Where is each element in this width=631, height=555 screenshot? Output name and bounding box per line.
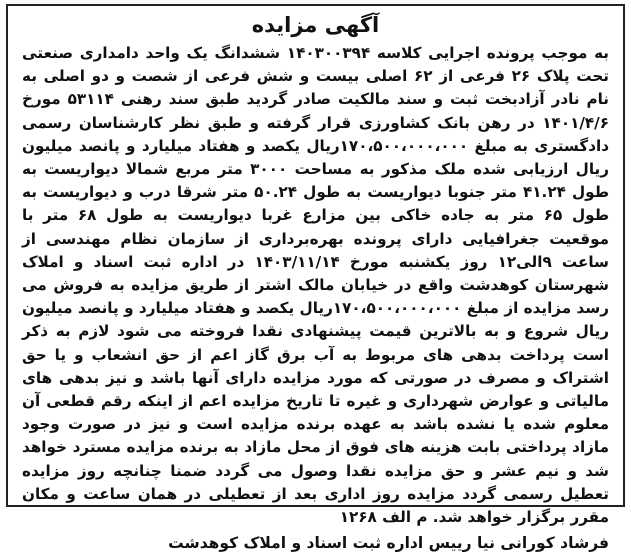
- notice-title: آگهی مزایده: [251, 13, 380, 37]
- notice-signature: فرشاد کورانی نیا رییس اداره ثبت اسناد و املاک کوهدشت: [168, 534, 609, 553]
- notice-body: به موجب پرونده اجرایی کلاسه ۱۴۰۳۰۰۳۹۴ ششدانگ یک واحد دامداری صنعتی تحت پلاک ۲۶ فرعی از ۶۲ اصلی بیست و شش فرعی از شصت و دو اصلی به نام نادر آزادبخت ثبت و سند مالکیت صادر گردید طبق سند رهنی ۵۳۱۱۴ مورخ ۱۴۰۱/۴/۶ در رهن بانک کشاورزی قرار گرفته و طبق نظر کارشناسان رسمی دادگستری به مبلغ ۱۷۰،۵۰۰،۰۰۰،۰۰۰ریال یکصد و هفتاد میلیارد و پانصد میلیون ریال ارزیابی شده ملک مذکور به مساحت ۳۰۰۰ متر مربع شمالا دیواریست به طول ۴۱.۲۴ متر جنوبا دیواریست به طول ۵۰.۲۴ متر شرقا درب و دیواریست به طول ۶۵ متر به جاده خاکی بین مزارع غربا دیواریست به طول ۶۸ متر با موقعیت جغرافیایی دارای پرونده بهره‌برداری از سازمان نظام مهندسی از ساعت ۹الی۱۲ روز یکشنبه مورخ ۱۴۰۳/۱۱/۱۴ در اداره ثبت اسناد و املاک شهرستان کوهدشت واقع در خیابان مالک اشتر از طریق مزایده به فروش می رسد مزایده از مبلغ ۱۷۰،۵۰۰،۰۰۰،۰۰۰ریال یکصد و هفتاد میلیارد و پانصد میلیون ریال شروع و به بالاترین قیمت پیشنهادی نقدا فروخته می شود لازم به ذکر است پرداخت بدهی های مربوط به آب برق گاز اعم از حق انشعاب و یا حق اشتراک و مصرف در صورتی که مورد مزایده دارای آنها باشد و نیز بدهی های مالیاتی و عوارض شهرداری و غیره تا تاریخ مزایده اعم از اینکه رقم قطعی آن معلوم شده یا نشده باشد به عهده برنده مزایده است و نیز در صورت وجود مازاد پرداختی بابت هزینه های فوق از محل مازاد به برنده مزایده مسترد خواهد شد و نیم عشر و حق مزایده نقدا وصول می گردد ضمنا چنانچه روز مزایده تعطیل رسمی گردد مزایده روز اداری بعد از تعطیلی در همان ساعت و مکان مقرر برگزار خواهد شد. م الف ۱۲۶۸: [22, 44, 610, 527]
- notice-frame: [6, 4, 625, 553]
